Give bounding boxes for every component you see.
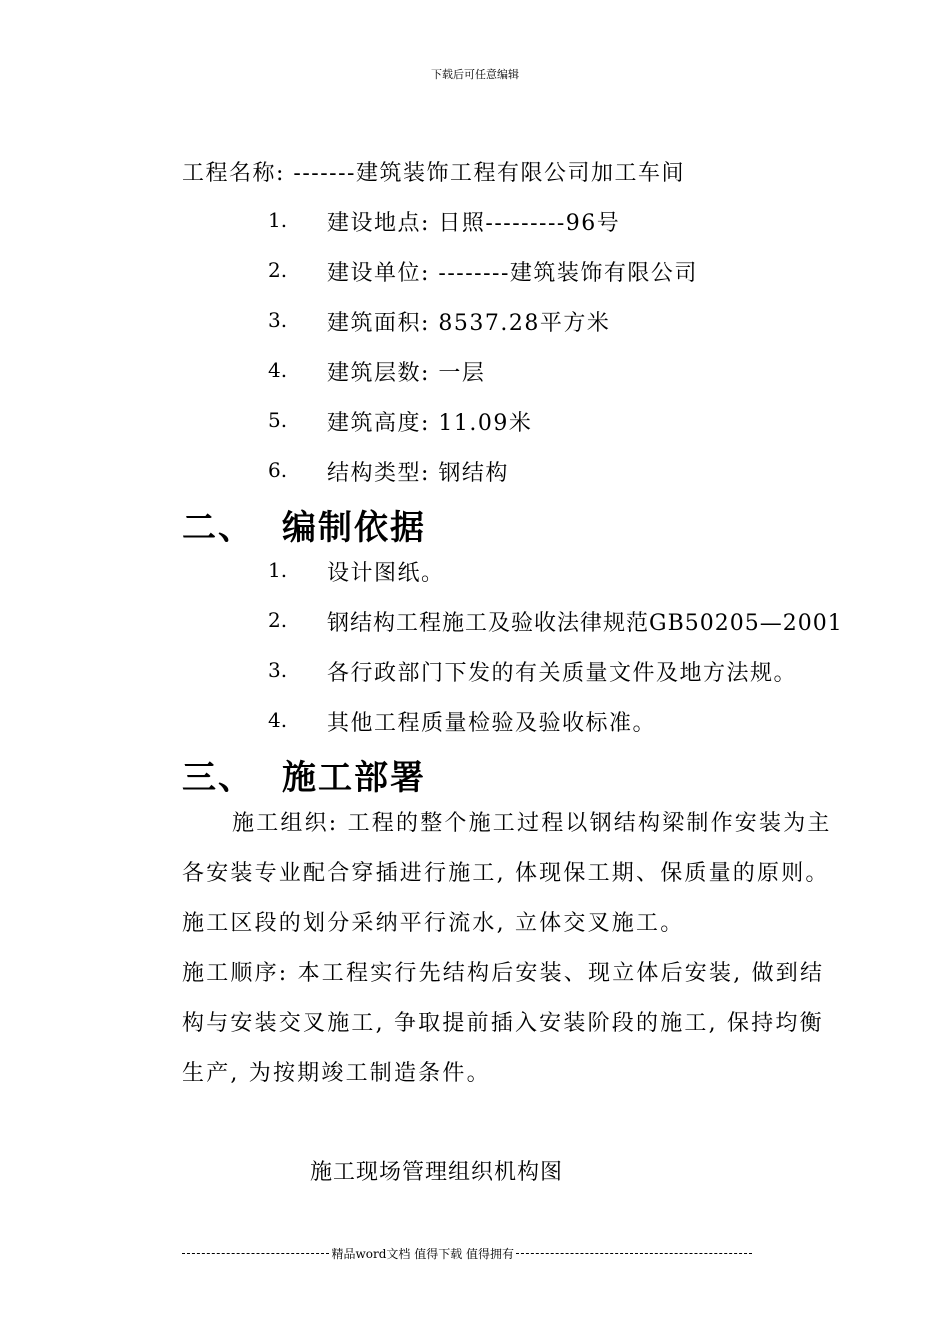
list-item-number: 4. [268,708,288,732]
list-item: 建筑层数: 一层 [327,361,486,386]
list-item-number: 1. [268,558,288,582]
paragraph-line: 施工区段的划分采纳平行流水, 立体交叉施工。 [182,911,685,936]
list-item-number: 5. [268,408,288,432]
paragraph-line: 施工组织: 工程的整个施工过程以钢结构梁制作安装为主 [232,811,832,836]
list-item: 其他工程质量检验及验收标准。 [327,711,657,736]
list-item-number: 6. [268,458,288,482]
section-number: 二、 [182,508,254,548]
section-number: 三、 [182,758,254,798]
list-item: 建筑面积: 8537.28平方米 [327,311,611,336]
footer-dash-right [516,1253,752,1254]
paragraph-line: 构与安装交叉施工, 争取提前插入安装阶段的施工, 保持均衡 [182,1011,824,1036]
paragraph-line: 各安装专业配合穿插进行施工, 体现保工期、保质量的原则。 [182,861,830,886]
list-item: 建筑高度: 11.09米 [327,411,533,436]
section-title: 施工部署 [282,758,426,798]
list-item-number: 4. [268,358,288,382]
list-item: 建设单位: --------建筑装饰有限公司 [327,261,698,286]
list-item-number: 3. [268,308,288,332]
paragraph-line: 生产, 为按期竣工制造条件。 [182,1061,491,1086]
list-item: 钢结构工程施工及验收法律规范GB50205—2001 [327,611,843,636]
project-name: 工程名称: -------建筑装饰工程有限公司加工车间 [182,161,685,186]
list-item: 建设地点: 日照---------96号 [327,211,621,236]
header-note: 下载后可任意编辑 [431,68,519,81]
section-title: 编制依据 [282,508,426,548]
paragraph-line: 施工顺序: 本工程实行先结构后安装、现立体后安装, 做到结 [182,961,825,986]
footer [182,1245,752,1262]
list-item: 设计图纸。 [327,561,445,586]
list-item: 结构类型: 钢结构 [327,461,509,486]
footer-dash-left [182,1253,329,1254]
chart-caption: 施工现场管理组织机构图 [310,1160,564,1185]
list-item: 各行政部门下发的有关质量文件及地方法规。 [327,661,798,686]
list-item-number: 2. [268,608,288,632]
footer-text: 精品word文档 值得下载 值得拥有 [331,1247,515,1261]
list-item-number: 1. [268,208,288,232]
list-item-number: 3. [268,658,288,682]
list-item-number: 2. [268,258,288,282]
